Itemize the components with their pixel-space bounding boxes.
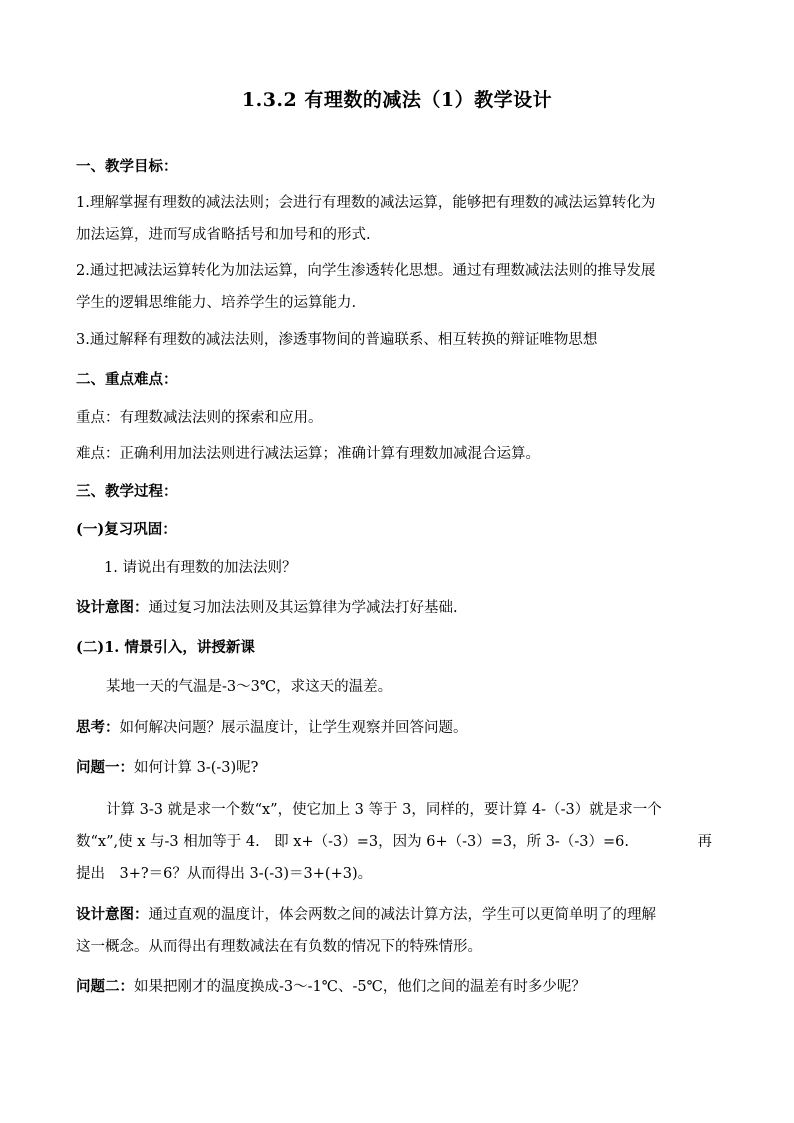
- design-intent-1-text: 通过复习加法法则及其运算律为学减法打好基础.: [148, 600, 458, 616]
- objective-2-line-2: 学生的逻辑思维能力、培养学生的运算能力.: [76, 295, 357, 311]
- design-intent-2-line-1: [76, 905, 726, 925]
- design-intent-1-label: 设计意图：: [76, 599, 149, 616]
- section-heading-process: 三、教学过程：: [76, 483, 178, 500]
- difficulty-point: 难点：正确利用加法法则进行减法运算；准确计算有理数加减混合运算。: [76, 446, 540, 462]
- design-intent-2-text: 通过直观的温度计，体会两数之间的减法计算方法，学生可以更简单明了的理解: [148, 907, 656, 923]
- section-heading-key-points: 二、重点难点：: [76, 371, 178, 388]
- explanation-line-2-tail: 再: [697, 834, 712, 850]
- part-review-heading: (一)复习巩固：: [76, 521, 177, 538]
- objective-1-line-1: 1.理解掌握有理数的减法法则；会进行有理数的减法运算，能够把有理数的减法运算转化为: [76, 195, 656, 211]
- think-line: [76, 718, 726, 738]
- key-point: 重点：有理数减法法则的探索和应用。: [76, 410, 323, 426]
- objective-1-line-2: 加法运算，进而写成省略括号和加号和的形式.: [76, 227, 371, 243]
- document-title: 1.3.2 有理数的减法（1）教学设计: [241, 89, 553, 111]
- design-intent-2-line-2: 这一概念。从而得出有理数减法在有负数的情况下的特殊情形。: [76, 939, 482, 955]
- design-intent-2-label: 设计意图：: [76, 906, 149, 923]
- design-intent-1: [76, 598, 726, 618]
- question-one-line: [76, 758, 726, 778]
- section-heading-objectives: 一、教学目标：: [76, 158, 178, 175]
- question-two-label: 问题二：: [76, 978, 134, 995]
- question-one-label: 问题一：: [76, 759, 134, 776]
- think-text: 如何解决问题？展示温度计，让学生观察并回答问题。: [119, 720, 468, 736]
- think-label: 思考：: [76, 719, 120, 736]
- objective-2-line-1: 2.通过把减法运算转化为加法运算，向学生渗透转化思想。通过有理数减法法则的推导发展: [76, 263, 656, 279]
- objective-3: 3.通过解释有理数的减法法则，渗透事物间的普遍联系、相互转换的辩证唯物思想: [76, 332, 598, 348]
- explanation-line-3: 提出 3+?＝6？从而得出 3-(-3)＝3+(+3)。: [76, 866, 373, 882]
- question-one-text: 如何计算 3-(-3)呢?: [134, 760, 259, 776]
- part-new-lesson-heading: (二)1. 情景引入，讲授新课: [76, 639, 255, 656]
- question-two-text: 如果把刚才的温度换成-3～-1℃、-5℃，他们之间的温差有时多少呢？: [134, 979, 586, 995]
- question-two-line: [76, 977, 726, 997]
- review-question: 1. 请说出有理数的加法法则？: [104, 560, 297, 576]
- explanation-line-2: [76, 832, 712, 852]
- explanation-line-1: 计算 3-3 就是求一个数“x”，使它加上 3 等于 3，同样的，要计算 4-（-3）就是求一个: [106, 802, 662, 818]
- explanation-line-2-main: 数“x”,使 x 与-3 相加等于 4. 即 x+（-3）=3，因为 6+（-3）=3，所 3-（-3）=6.: [76, 834, 629, 850]
- scenario-text: 某地一天的气温是-3～3℃，求这天的温差。: [106, 679, 393, 695]
